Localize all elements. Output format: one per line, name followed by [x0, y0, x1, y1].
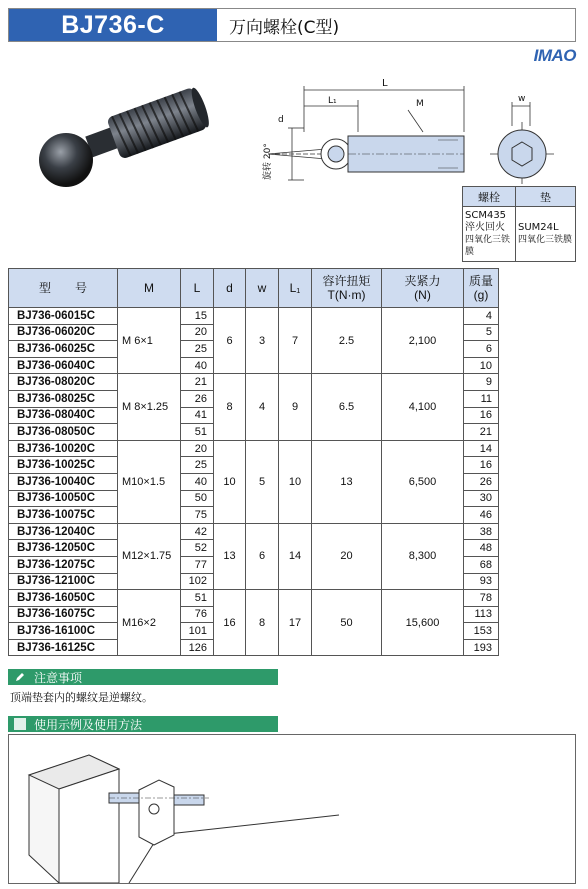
length-l: 52 [181, 540, 214, 557]
mass-value: 153 [464, 623, 499, 640]
dim-w-value: 6 [246, 523, 279, 589]
mass-value: 4 [464, 308, 499, 325]
dim-d-value: 10 [214, 440, 246, 523]
dim-M: M [416, 99, 424, 109]
length-l: 25 [181, 341, 214, 358]
thread-size: M16×2 [118, 590, 181, 656]
mass-value: 5 [464, 324, 499, 341]
part-number: BJ736-06040C [9, 357, 118, 374]
pencil-icon [14, 671, 26, 683]
length-l: 77 [181, 556, 214, 573]
part-number: BJ736-12040C [9, 523, 118, 540]
product-photo [28, 82, 218, 192]
notes-bar [8, 669, 278, 685]
part-number: BJ736-12050C [9, 540, 118, 557]
length-l: 40 [181, 473, 214, 490]
length-l: 50 [181, 490, 214, 507]
part-number: BJ736-08025C [9, 390, 118, 407]
mass-value: 193 [464, 639, 499, 656]
material-header-bolt: 螺栓 [463, 187, 516, 207]
mass-value: 38 [464, 523, 499, 540]
col-mass: 质量 (g) [464, 269, 499, 308]
table-row [9, 308, 499, 325]
length-l: 76 [181, 606, 214, 623]
part-number: BJ736-16125C [9, 639, 118, 656]
part-number: BJ736-10050C [9, 490, 118, 507]
clamp-force-value: 8,300 [382, 523, 464, 589]
clamp-force-value: 6,500 [382, 440, 464, 523]
dim-d-value: 8 [214, 374, 246, 440]
usage-bar [8, 716, 278, 732]
table-row [9, 440, 499, 457]
usage-illustration [9, 735, 575, 883]
dim-w: w [518, 94, 526, 104]
dim-d-value: 16 [214, 590, 246, 656]
col-d: d [214, 269, 246, 308]
dim-angle: 旋转 20° [263, 143, 273, 180]
part-number: BJ736-08050C [9, 424, 118, 441]
mass-value: 48 [464, 540, 499, 557]
clamp-force-value: 15,600 [382, 590, 464, 656]
table-row [9, 590, 499, 607]
length-l: 75 [181, 507, 214, 524]
dim-L1: L₁ [328, 96, 337, 106]
dim-l1-value: 9 [279, 374, 312, 440]
table-row [9, 374, 499, 391]
dim-l1-value: 14 [279, 523, 312, 589]
dim-l1-value: 7 [279, 308, 312, 374]
length-l: 26 [181, 390, 214, 407]
clamp-force-value: 4,100 [382, 374, 464, 440]
torque-value: 2.5 [312, 308, 382, 374]
usage-illustration-box [8, 734, 576, 884]
part-number: BJ736-10075C [9, 507, 118, 524]
torque-value: 13 [312, 440, 382, 523]
part-number: BJ736-10020C [9, 440, 118, 457]
length-l: 25 [181, 457, 214, 474]
length-l: 20 [181, 324, 214, 341]
brand-logo: IMAO [533, 46, 576, 65]
col-clamp: 夹紧力 (N) [382, 269, 464, 308]
thread-size: M12×1.75 [118, 523, 181, 589]
material-bolt: SCM435 淬火回火 四氧化三铁膜 [463, 207, 516, 262]
mass-value: 26 [464, 473, 499, 490]
dim-d-value: 13 [214, 523, 246, 589]
spec-table [8, 268, 499, 656]
notes-title: 注意事项 [34, 670, 83, 685]
mass-value: 9 [464, 374, 499, 391]
length-l: 51 [181, 424, 214, 441]
dimension-drawing [248, 76, 468, 188]
material-table [462, 186, 576, 262]
page-header [8, 8, 576, 42]
usage-title: 使用示例及使用方法 [34, 717, 143, 732]
mass-value: 113 [464, 606, 499, 623]
mass-value: 68 [464, 556, 499, 573]
part-number: BJ736-16050C [9, 590, 118, 607]
part-number: BJ736-06015C [9, 308, 118, 325]
length-l: 42 [181, 523, 214, 540]
dim-l1-value: 17 [279, 590, 312, 656]
dim-w-value: 8 [246, 590, 279, 656]
mass-value: 21 [464, 424, 499, 441]
mass-value: 11 [464, 390, 499, 407]
thread-size: M 8×1.25 [118, 374, 181, 440]
mass-value: 10 [464, 357, 499, 374]
col-model: 型 号 [9, 269, 118, 308]
col-w: w [246, 269, 279, 308]
length-l: 126 [181, 639, 214, 656]
end-view-drawing [486, 92, 558, 184]
square-icon [14, 718, 26, 730]
product-title: 万向螺栓(C型) [217, 9, 575, 41]
mass-value: 16 [464, 407, 499, 424]
col-torque: 容许扭矩 T(N·m) [312, 269, 382, 308]
length-l: 101 [181, 623, 214, 640]
col-m: M [118, 269, 181, 308]
part-number: BJ736-06020C [9, 324, 118, 341]
material-header-pad: 垫 [516, 187, 576, 207]
material-pad: SUM24L 四氧化三铁膜 [516, 207, 576, 262]
dim-w-value: 3 [246, 308, 279, 374]
mass-value: 6 [464, 341, 499, 358]
length-l: 51 [181, 590, 214, 607]
part-number: BJ736-12075C [9, 556, 118, 573]
length-l: 40 [181, 357, 214, 374]
length-l: 102 [181, 573, 214, 590]
dim-w-value: 4 [246, 374, 279, 440]
length-l: 15 [181, 308, 214, 325]
length-l: 41 [181, 407, 214, 424]
mass-value: 30 [464, 490, 499, 507]
dim-l1-value: 10 [279, 440, 312, 523]
col-l: L [181, 269, 214, 308]
torque-value: 20 [312, 523, 382, 589]
mass-value: 46 [464, 507, 499, 524]
dim-d: d [278, 115, 284, 125]
mass-value: 93 [464, 573, 499, 590]
part-number: BJ736-12100C [9, 573, 118, 590]
notes-text: 顶端垫套内的螺纹是逆螺纹。 [10, 691, 153, 704]
dim-L: L [382, 78, 388, 89]
part-number: BJ736-10040C [9, 473, 118, 490]
product-code: BJ736-C [9, 9, 217, 41]
part-number: BJ736-10025C [9, 457, 118, 474]
part-number: BJ736-16075C [9, 606, 118, 623]
part-number: BJ736-06025C [9, 341, 118, 358]
thread-size: M 6×1 [118, 308, 181, 374]
mass-value: 78 [464, 590, 499, 607]
table-row [9, 523, 499, 540]
clamp-force-value: 2,100 [382, 308, 464, 374]
length-l: 21 [181, 374, 214, 391]
part-number: BJ736-08020C [9, 374, 118, 391]
col-l1: L₁ [279, 269, 312, 308]
length-l: 20 [181, 440, 214, 457]
dim-d-value: 6 [214, 308, 246, 374]
part-number: BJ736-16100C [9, 623, 118, 640]
mass-value: 16 [464, 457, 499, 474]
dim-w-value: 5 [246, 440, 279, 523]
part-number: BJ736-08040C [9, 407, 118, 424]
mass-value: 14 [464, 440, 499, 457]
thread-size: M10×1.5 [118, 440, 181, 523]
torque-value: 6.5 [312, 374, 382, 440]
torque-value: 50 [312, 590, 382, 656]
